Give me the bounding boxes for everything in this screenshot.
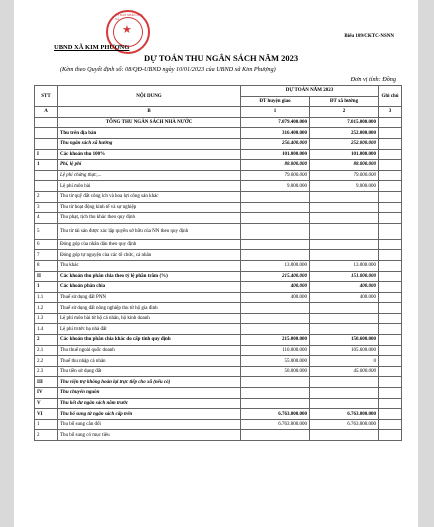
row-district-amount bbox=[241, 223, 310, 239]
row-commune-amount bbox=[310, 303, 379, 314]
row-stt: VI bbox=[35, 409, 58, 420]
row-district-amount: 400.000 bbox=[241, 292, 310, 303]
table-row bbox=[35, 419, 402, 430]
table-row bbox=[35, 430, 402, 441]
row-stt: 4 bbox=[35, 213, 58, 224]
row-note bbox=[379, 202, 402, 213]
table-row bbox=[35, 250, 402, 261]
table-row bbox=[35, 149, 402, 160]
row-district-amount bbox=[241, 324, 310, 335]
row-stt: III bbox=[35, 377, 58, 388]
table-row bbox=[35, 213, 402, 224]
row-note bbox=[379, 181, 402, 192]
row-note bbox=[379, 149, 402, 160]
row-district-amount: 9.000.000 bbox=[241, 181, 310, 192]
document-page bbox=[14, 0, 418, 527]
row-district-amount: 88.000.000 bbox=[241, 160, 310, 171]
document-title: DỰ TOÁN THU NGÂN SÁCH NĂM 2023 bbox=[144, 53, 299, 63]
row-note bbox=[379, 250, 402, 261]
table-row bbox=[35, 223, 402, 239]
row-stt: 1 bbox=[35, 160, 58, 171]
row-district-amount bbox=[241, 430, 310, 441]
row-content: Thuế sử dụng đất PNN bbox=[58, 292, 241, 303]
row-district-amount bbox=[241, 388, 310, 399]
row-content: Các khoản phân chia bbox=[58, 282, 241, 293]
header-commune: ĐT xã hướng bbox=[310, 96, 379, 107]
row-commune-amount bbox=[310, 398, 379, 409]
row-stt: IV bbox=[35, 388, 58, 399]
row-note bbox=[379, 292, 402, 303]
document-subtitle: (Kèm theo Quyết định số: 08/QĐ-UBND ngày 10/01/2023 của UBND xã Kim Phượng) bbox=[60, 66, 276, 73]
row-note bbox=[379, 239, 402, 250]
row-note bbox=[379, 271, 402, 282]
table-row bbox=[35, 282, 402, 293]
row-note bbox=[379, 260, 402, 271]
row-stt: 1 bbox=[35, 419, 58, 430]
row-stt: 1 bbox=[35, 282, 58, 293]
row-stt bbox=[35, 170, 58, 181]
row-district-amount: 50.000.000 bbox=[241, 366, 310, 377]
row-district-amount: 101.000.000 bbox=[241, 149, 310, 160]
row-content: Thu chuyển nguồn bbox=[58, 388, 241, 399]
table-row bbox=[35, 138, 402, 149]
row-stt: 2.1 bbox=[35, 345, 58, 356]
budget-table bbox=[34, 85, 402, 441]
row-stt: 7 bbox=[35, 250, 58, 261]
row-stt: 1.2 bbox=[35, 303, 58, 314]
row-commune-amount: 105.600.000 bbox=[310, 345, 379, 356]
row-stt: 1.1 bbox=[35, 292, 58, 303]
row-stt: II bbox=[35, 271, 58, 282]
row-stt: 2 bbox=[35, 335, 58, 346]
row-commune-amount bbox=[310, 202, 379, 213]
row-stt bbox=[35, 128, 58, 139]
row-district-amount bbox=[241, 303, 310, 314]
row-commune-amount: 79.000.000 bbox=[310, 170, 379, 181]
row-content: Lệ phí môn bài bbox=[58, 181, 241, 192]
row-stt: I bbox=[35, 149, 58, 160]
row-commune-amount: 45.000.000 bbox=[310, 366, 379, 377]
table-row bbox=[35, 398, 402, 409]
row-content: Phí, lệ phí bbox=[58, 160, 241, 171]
row-note bbox=[379, 117, 402, 128]
row-district-amount: 79.000.000 bbox=[241, 170, 310, 181]
row-commune-amount bbox=[310, 239, 379, 250]
row-commune-amount bbox=[310, 430, 379, 441]
row-stt: 1.4 bbox=[35, 324, 58, 335]
row-content: TỔNG THU NGÂN SÁCH NHÀ NƯỚC bbox=[58, 117, 241, 128]
row-district-amount bbox=[241, 313, 310, 324]
row-commune-amount bbox=[310, 313, 379, 324]
table-row bbox=[35, 191, 402, 202]
row-commune-amount bbox=[310, 250, 379, 261]
row-stt: 5 bbox=[35, 223, 58, 239]
index-2: 2 bbox=[310, 107, 379, 118]
row-commune-amount: 101.000.000 bbox=[310, 149, 379, 160]
table-row bbox=[35, 260, 402, 271]
table-row bbox=[35, 128, 402, 139]
row-commune-amount bbox=[310, 191, 379, 202]
row-commune-amount: 13.000.000 bbox=[310, 260, 379, 271]
row-content: Thu bổ sung cân đối bbox=[58, 419, 241, 430]
row-content: Các khoản thu phân chia khác do cấp tỉnh quy định bbox=[58, 335, 241, 346]
row-note bbox=[379, 303, 402, 314]
row-note bbox=[379, 138, 402, 149]
row-commune-amount bbox=[310, 388, 379, 399]
row-content: Thu thuế ngoài quốc doanh bbox=[58, 345, 241, 356]
row-content: Thu phạt, tịch thu khác theo quy định bbox=[58, 213, 241, 224]
row-district-amount: 6.763.000.000 bbox=[241, 409, 310, 420]
row-commune-amount bbox=[310, 324, 379, 335]
row-commune-amount: 0 bbox=[310, 356, 379, 367]
row-note bbox=[379, 345, 402, 356]
row-note bbox=[379, 191, 402, 202]
row-stt: 2.2 bbox=[35, 356, 58, 367]
row-content: Thu bổ sung có mục tiêu bbox=[58, 430, 241, 441]
header-estimate: DỰ TOÁN NĂM 2023 bbox=[241, 86, 379, 97]
row-stt: 6 bbox=[35, 239, 58, 250]
row-content: Đóng góp của nhân dân theo quy định bbox=[58, 239, 241, 250]
row-commune-amount: 7.015.000.000 bbox=[310, 117, 379, 128]
row-commune-amount: 88.000.000 bbox=[310, 160, 379, 171]
table-row bbox=[35, 345, 402, 356]
row-content: Thu khác bbox=[58, 260, 241, 271]
row-note bbox=[379, 377, 402, 388]
row-content: Lệ phí trước bạ nhà đất bbox=[58, 324, 241, 335]
row-content: Thu ngân sách xã hưởng bbox=[58, 138, 241, 149]
row-district-amount: 215.400.000 bbox=[241, 271, 310, 282]
row-stt: 2.3 bbox=[35, 366, 58, 377]
row-content: Thu viện trợ không hoàn lại trực tiếp cho xã (nếu có) bbox=[58, 377, 241, 388]
table-row bbox=[35, 388, 402, 399]
row-content: Các khoản thu 100% bbox=[58, 149, 241, 160]
row-note bbox=[379, 335, 402, 346]
row-note bbox=[379, 313, 402, 324]
row-content: Thu từ hoạt động kinh tế và sự nghiệp bbox=[58, 202, 241, 213]
row-district-amount bbox=[241, 239, 310, 250]
table-row bbox=[35, 181, 402, 192]
index-a: A bbox=[35, 107, 58, 118]
table-row bbox=[35, 409, 402, 420]
header-stt: STT bbox=[35, 86, 58, 107]
row-district-amount bbox=[241, 213, 310, 224]
row-content: Thu tiền sử dụng đất bbox=[58, 366, 241, 377]
star-icon: ★ bbox=[122, 24, 132, 36]
row-content: Đóng góp tự nguyện của các tổ chức, cá nhân bbox=[58, 250, 241, 261]
row-content: Lệ phí môn bài từ hộ cá nhân, hộ kinh doanh bbox=[58, 313, 241, 324]
row-district-amount: 256.400.000 bbox=[241, 138, 310, 149]
index-1: 1 bbox=[241, 107, 310, 118]
index-3: 3 bbox=[379, 107, 402, 118]
row-content: Thuế thu nhập cá nhân bbox=[58, 356, 241, 367]
row-district-amount bbox=[241, 398, 310, 409]
table-row bbox=[35, 303, 402, 314]
row-commune-amount bbox=[310, 213, 379, 224]
row-district-amount: 7.079.400.000 bbox=[241, 117, 310, 128]
seal-text: ỦY BAN NHÂN DÂN XÃ bbox=[115, 13, 143, 21]
row-content: Thu từ quỹ đất công ích và hoa lợi công sản khác bbox=[58, 191, 241, 202]
row-note bbox=[379, 128, 402, 139]
table-row bbox=[35, 239, 402, 250]
row-stt bbox=[35, 138, 58, 149]
row-stt: 3 bbox=[35, 202, 58, 213]
table-row bbox=[35, 170, 402, 181]
form-code: Biểu 109/CKTC-NSNN bbox=[344, 34, 394, 39]
row-district-amount: 55.000.000 bbox=[241, 356, 310, 367]
row-district-amount: 400.000 bbox=[241, 282, 310, 293]
row-note bbox=[379, 324, 402, 335]
header-note: Ghi chú bbox=[379, 86, 402, 107]
index-b: B bbox=[58, 107, 241, 118]
row-district-amount: 316.400.000 bbox=[241, 128, 310, 139]
row-content: Lệ phí chứng thực,... bbox=[58, 170, 241, 181]
table-row bbox=[35, 313, 402, 324]
row-commune-amount bbox=[310, 377, 379, 388]
row-content: Thu từ tài sản được xác lập quyền sở hữu của NN theo quy định bbox=[58, 223, 241, 239]
table-row bbox=[35, 271, 402, 282]
row-district-amount: 215.000.000 bbox=[241, 335, 310, 346]
row-note bbox=[379, 160, 402, 171]
table-row bbox=[35, 377, 402, 388]
row-commune-amount: 252.000.000 bbox=[310, 138, 379, 149]
row-note bbox=[379, 356, 402, 367]
row-commune-amount bbox=[310, 223, 379, 239]
row-stt: 8 bbox=[35, 260, 58, 271]
currency-unit: Đơn vị tính: Đồng bbox=[350, 76, 396, 83]
row-district-amount bbox=[241, 377, 310, 388]
row-content: Các khoản thu phân chia theo tỷ lệ phần trăm (%) bbox=[58, 271, 241, 282]
organization-name: UBND XÃ KIM PHƯỢNG bbox=[54, 44, 130, 51]
row-content: Thuế sử dụng đất nông nghiệp thu từ hộ gia đình bbox=[58, 303, 241, 314]
row-note bbox=[379, 366, 402, 377]
row-content: Thu bổ sung từ ngân sách cấp trên bbox=[58, 409, 241, 420]
row-district-amount bbox=[241, 191, 310, 202]
row-stt: 1.3 bbox=[35, 313, 58, 324]
row-district-amount bbox=[241, 250, 310, 261]
table-body bbox=[35, 117, 402, 440]
table-row bbox=[35, 366, 402, 377]
row-note bbox=[379, 388, 402, 399]
table-row bbox=[35, 324, 402, 335]
row-commune-amount: 151.000.000 bbox=[310, 271, 379, 282]
row-district-amount: 6.763.000.000 bbox=[241, 419, 310, 430]
row-commune-amount: 400.000 bbox=[310, 282, 379, 293]
row-stt: 2 bbox=[35, 430, 58, 441]
row-commune-amount: 6.763.000.000 bbox=[310, 419, 379, 430]
row-district-amount: 13.000.000 bbox=[241, 260, 310, 271]
row-content: Thu trên địa bàn bbox=[58, 128, 241, 139]
row-commune-amount: 9.000.000 bbox=[310, 181, 379, 192]
row-note bbox=[379, 419, 402, 430]
row-commune-amount: 252.000.000 bbox=[310, 128, 379, 139]
row-commune-amount: 150.600.000 bbox=[310, 335, 379, 346]
row-stt bbox=[35, 117, 58, 128]
table-row bbox=[35, 117, 402, 128]
header-district: ĐT huyện giao bbox=[241, 96, 310, 107]
row-commune-amount: 6.763.000.000 bbox=[310, 409, 379, 420]
table-row bbox=[35, 356, 402, 367]
row-note bbox=[379, 282, 402, 293]
row-content: Thu kết dư ngân sách năm trước bbox=[58, 398, 241, 409]
table-row bbox=[35, 160, 402, 171]
table-row bbox=[35, 335, 402, 346]
header-content: NỘI DUNG bbox=[58, 86, 241, 107]
row-note bbox=[379, 398, 402, 409]
row-note bbox=[379, 213, 402, 224]
table-row bbox=[35, 292, 402, 303]
row-stt bbox=[35, 181, 58, 192]
row-note bbox=[379, 223, 402, 239]
row-stt: 2 bbox=[35, 191, 58, 202]
row-commune-amount: 400.000 bbox=[310, 292, 379, 303]
row-district-amount: 110.000.000 bbox=[241, 345, 310, 356]
row-note bbox=[379, 409, 402, 420]
row-note bbox=[379, 170, 402, 181]
row-note bbox=[379, 430, 402, 441]
table-row bbox=[35, 202, 402, 213]
row-district-amount bbox=[241, 202, 310, 213]
row-stt: V bbox=[35, 398, 58, 409]
